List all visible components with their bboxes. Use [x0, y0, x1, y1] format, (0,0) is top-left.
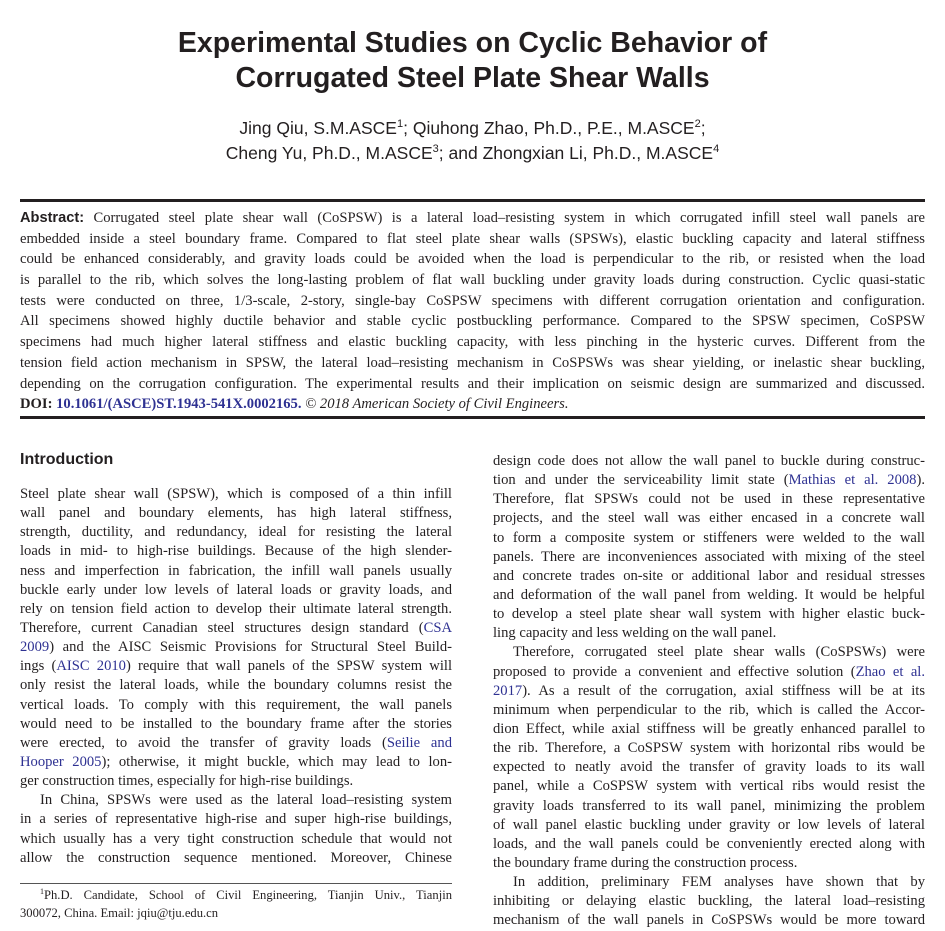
- body-text-line: [493, 758, 925, 777]
- body-text: proposed to provide a convenient and effective solution (: [493, 663, 856, 680]
- body-text-line: [20, 562, 452, 581]
- footnote-affiliation-1: [20, 887, 452, 922]
- paper-title: [0, 26, 945, 96]
- citation-link[interactable]: CSA: [423, 619, 452, 636]
- body-text-line: [493, 854, 925, 873]
- body-text: to develop a steel plate shear wall system with higher elastic buck-: [493, 606, 925, 623]
- body-text: Steel plate shear wall (SPSW), which is composed of a thin infill: [20, 486, 452, 502]
- body-text: to form a composite system or stiffeners were welded to the wall: [493, 529, 925, 546]
- body-text: panels. There are inconveniences associated with mixing of the steel: [493, 548, 925, 565]
- citation-link[interactable]: 2017: [493, 682, 523, 699]
- body-text: ). As a result of the corrugation, axial stiffness will be at its: [522, 682, 925, 699]
- body-text: expected to neatly avoid the transfer of gravity loads to its wall: [493, 759, 925, 776]
- author-line-2: [0, 141, 945, 166]
- body-text-line: [20, 696, 452, 715]
- body-text: ) and the AISC Seismic Provisions for Structural Steel Build-: [49, 639, 452, 656]
- title-line-2: Corrugated Steel Plate Shear Walls: [235, 62, 710, 94]
- body-text-line: [493, 816, 925, 835]
- abstract-line: is parallel to the rib, which solves the long-lasting problem of flat wall buckling under gravity loads during construction. Cyclic quasi-static: [20, 272, 925, 289]
- body-text: vertical loads. To comply with this requirement, the wall panels: [20, 696, 452, 713]
- body-text-line: [20, 581, 452, 600]
- body-text: Therefore, corrugated steel plate shear walls (CoSPSWs) were: [513, 644, 925, 661]
- abstract-line: specimens had much higher lateral stiffness and elastic buckling capacity, with less pinching in the hysteric curves. Different from the: [20, 334, 925, 351]
- body-text-line: [493, 548, 925, 567]
- body-text-line: [20, 830, 452, 849]
- body-text: of wall panel elastic buckling under gravity or low levels of lateral: [493, 816, 925, 833]
- body-text: projects, and the steel wall was either encased in a concrete wall: [493, 510, 925, 527]
- body-text: Therefore, current Canadian steel structures design standard (: [20, 619, 424, 636]
- citation-link[interactable]: Zhao et al.: [855, 663, 926, 680]
- abstract-line: tension field action mechanism in SPSW, the lateral load–resisting mechanism in CoSPSWs was shear yielding, or inelastic shear buckling,: [20, 354, 925, 371]
- doi-line: [20, 394, 925, 415]
- body-text-line: [493, 911, 925, 930]
- body-text-line: [493, 605, 925, 624]
- author-line-1: [0, 116, 945, 141]
- body-text-line: [20, 523, 452, 542]
- body-text-line: [20, 485, 452, 504]
- body-text: and deformation of the wall panel from welding. It would be helpful: [493, 586, 925, 603]
- body-text-line: [493, 452, 925, 471]
- right-column-body: [493, 452, 925, 931]
- copyright-notice: © 2018 American Society of Civil Engineers.: [305, 396, 569, 413]
- body-text: mechanism of the wall panels in CoSPSWs would be more toward: [493, 912, 925, 929]
- body-text-line: [493, 529, 925, 548]
- body-text: which usually has a very tight construction schedule that would not: [20, 830, 452, 847]
- author-separator: ;: [700, 118, 706, 138]
- body-text-line: [493, 663, 925, 682]
- abstract-bottom-rule: [20, 416, 925, 419]
- body-text-line: [20, 600, 452, 619]
- body-text-line: [20, 657, 452, 676]
- body-text: minimum when perpendicular to the rib, which is called the Accor-: [493, 701, 925, 718]
- citation-link[interactable]: Hooper 2005: [20, 753, 102, 770]
- author-affiliation-marker: 4: [713, 143, 720, 155]
- author-affiliation-marker: 1: [396, 118, 404, 130]
- body-text: and concrete trades on-site or additional labor and residual stresses: [493, 567, 925, 584]
- body-text-line: [493, 739, 925, 758]
- body-text: in a series of representative high-rise and super high-rise buildings,: [20, 811, 452, 828]
- body-text: ings (: [20, 658, 57, 675]
- abstract-label: Abstract:: [20, 210, 85, 226]
- body-text-line: [20, 810, 452, 829]
- body-text: dion Effect, while axial stiffness will be greatly enhanced parallel to: [493, 720, 925, 737]
- body-text: tion and under the serviceability limit state (: [493, 472, 789, 489]
- body-text-line: [493, 643, 925, 662]
- body-text-line: [20, 849, 452, 868]
- abstract-line: could be enhanced considerably, and gravity loads could be avoided when the load is perpendicular to the rib, or resisted when the load: [20, 251, 925, 268]
- body-text-line: [20, 542, 452, 561]
- body-text-line: [20, 638, 452, 657]
- body-text-line: [493, 509, 925, 528]
- body-text: only resist the lateral loads, while the boundary columns resist the: [20, 677, 452, 694]
- body-text-line: [493, 701, 925, 720]
- citation-link[interactable]: 2009: [20, 639, 50, 656]
- body-text-line: [20, 676, 452, 695]
- section-heading-introduction: Introduction: [20, 451, 114, 468]
- author-separator: ; and: [438, 143, 483, 163]
- doi-link[interactable]: 10.1061/(ASCE)ST.1943-541X.0002165.: [56, 396, 302, 413]
- abstract-block: [20, 208, 925, 415]
- author-name: Qiuhong Zhao, Ph.D., P.E., M.ASCE: [412, 118, 695, 138]
- abstract-line: depending on the corrugation configuration. The experimental results and their implication on seismic design are summarized and discussed.: [20, 375, 925, 392]
- author-name: Zhongxian Li, Ph.D., M.ASCE: [482, 143, 714, 163]
- body-text-line: [20, 772, 452, 791]
- left-column-body: [20, 485, 452, 868]
- body-text-line: [20, 734, 452, 753]
- body-text-line: [20, 619, 452, 638]
- body-text: the rib. Therefore, a CoSPSW system with horizontal ribs would be: [493, 740, 925, 757]
- body-text-line: [493, 892, 925, 911]
- body-text: inhibiting or delaying elastic buckling, the lateral load–resisting: [493, 893, 925, 910]
- body-text: ger construction times, especially for high-rise buildings.: [20, 773, 354, 790]
- body-text: ness and imperfection in fabrication, the infill wall panels usually: [20, 562, 452, 579]
- abstract-line: Abstract: Corrugated steel plate shear wall (CoSPSW) is a lateral load–resisting system in which corrugated infill steel wall panels are: [20, 210, 925, 226]
- body-text: allow the construction sequence mentioned. Moreover, Chinese: [20, 849, 452, 866]
- footnote-marker: 1: [40, 887, 44, 896]
- body-text-line: [493, 490, 925, 509]
- body-text: gravity loads transferred to its wall panel, minimizing the problem: [493, 797, 925, 814]
- body-text-line: [493, 682, 925, 701]
- body-text-line: [493, 873, 925, 892]
- footnote-line: 300072, China. Email: jqiu@tju.edu.cn: [20, 905, 219, 920]
- body-text: design code does not allow the wall panel to buckle during construc-: [493, 453, 925, 469]
- footnote-rule: [20, 883, 452, 884]
- body-text: loads in mid- to high-rise buildings. Because of the high slender-: [20, 543, 452, 560]
- body-text: were erected, to avoid the transfer of gravity loads (: [20, 734, 387, 751]
- citation-link[interactable]: AISC 2010: [56, 658, 126, 675]
- body-text: buckle early under low levels of lateral loads or gravity loads, and: [20, 581, 452, 598]
- author-separator: ;: [403, 118, 413, 138]
- body-text: ).: [916, 472, 925, 489]
- body-text-line: [493, 720, 925, 739]
- author-name: Jing Qiu, S.M.ASCE: [239, 118, 397, 138]
- body-text: Therefore, flat SPSWs could not be used in these representative: [493, 491, 925, 508]
- body-text: In addition, preliminary FEM analyses have shown that by: [513, 874, 925, 891]
- body-text-line: [493, 835, 925, 854]
- body-text: rely on tension field action to develop their ultimate lateral strength.: [20, 600, 452, 617]
- title-line-1: Experimental Studies on Cyclic Behavior of: [177, 27, 768, 59]
- author-list: [0, 116, 945, 166]
- doi-label: DOI:: [20, 396, 53, 413]
- body-text-line: [20, 753, 452, 772]
- citation-link[interactable]: Mathias et al. 2008: [788, 472, 917, 489]
- body-text-line: [20, 791, 452, 810]
- body-text: ); otherwise, it might buckle, which may lead to lon-: [101, 753, 452, 770]
- body-text-line: [493, 567, 925, 586]
- body-text: ) require that wall panels of the SPSW system will: [125, 658, 452, 675]
- body-text-line: [493, 777, 925, 796]
- abstract-line: embedded inside a steel boundary frame. Compared to flat steel plate shear walls (SPSWs), elastic buckling capacity and lateral stiffness: [20, 230, 925, 247]
- body-text: would need to be installed to the boundary frame after the stories: [20, 715, 452, 732]
- citation-link[interactable]: Seilie and: [386, 734, 452, 751]
- body-text-line: [493, 624, 925, 643]
- body-text: ling capacity and less welding on the wall panel.: [493, 625, 777, 642]
- body-text: loads, and the wall panels could be conveniently erected along with: [493, 835, 925, 852]
- author-name: Cheng Yu, Ph.D., M.ASCE: [225, 143, 433, 163]
- body-text-line: [493, 797, 925, 816]
- abstract-top-rule: [20, 199, 925, 202]
- body-text: wall panel and boundary elements, has high lateral stiffness,: [20, 505, 452, 522]
- author-affiliation-marker: 3: [432, 143, 439, 155]
- body-text: In China, SPSWs were used as the lateral load–resisting system: [40, 792, 452, 809]
- author-affiliation-marker: 2: [694, 118, 701, 130]
- body-text: strength, ductility, and redundancy, ideal for resisting the lateral: [20, 524, 452, 541]
- body-text: the boundary frame during the construction process.: [493, 854, 798, 871]
- body-text-line: [493, 586, 925, 605]
- body-text-line: [20, 504, 452, 523]
- abstract-line: tests were conducted on three, 1/3-scale, 2-story, single-bay CoSPSW specimens with different corrugation orientation and configuration.: [20, 292, 925, 309]
- body-text-line: [493, 471, 925, 490]
- body-text: panel, while a CoSPSW system with vertical ribs would resist the: [493, 778, 925, 795]
- footnote-line: $^1$Ph.D. Candidate, School of Civil Engineering, Tianjin Univ., Tianjin: [40, 887, 452, 902]
- abstract-line: All specimens showed highly ductile behavior and stable cyclic postbuckling performance. Compared to the SPSW specimen, CoSPSW: [20, 313, 925, 330]
- body-text-line: [20, 715, 452, 734]
